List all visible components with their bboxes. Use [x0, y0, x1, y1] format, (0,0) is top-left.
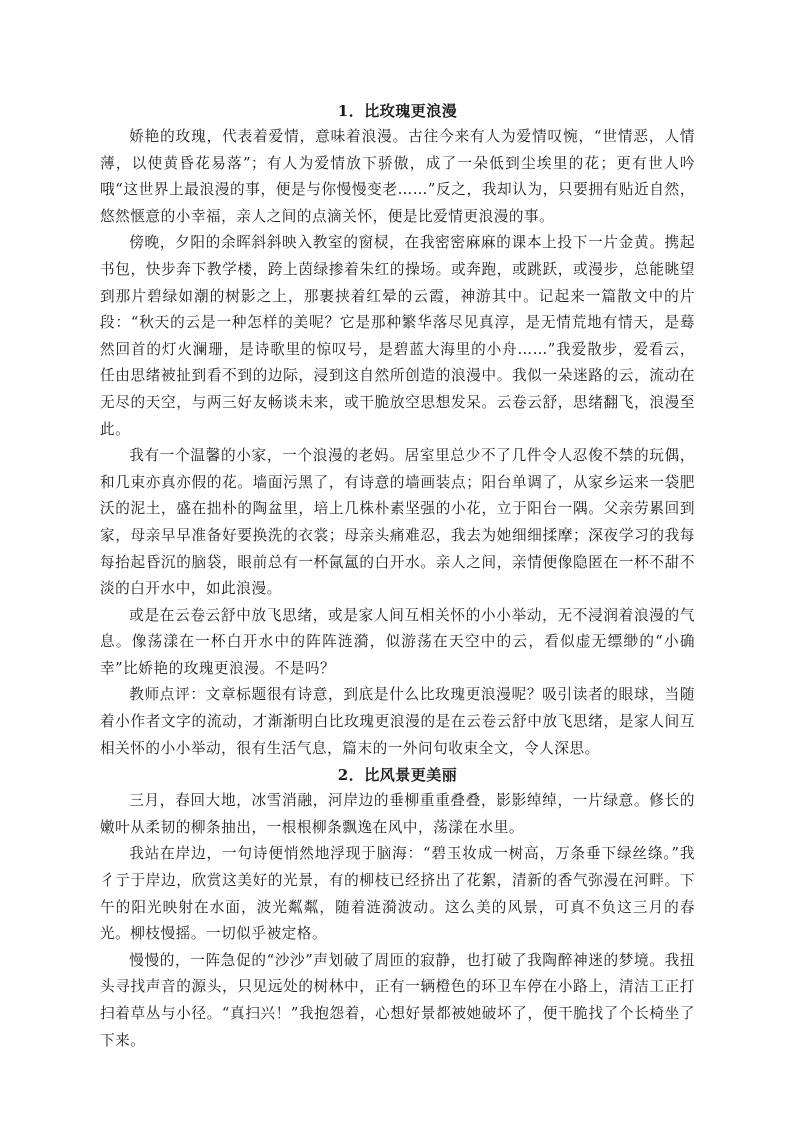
article-body — [100, 98, 695, 1054]
section-title-1: 1．比玫瑰更浪漫 — [337, 102, 458, 120]
paragraph: 慢慢的，一阵急促的“沙沙”声划破了周匝的寂静，也打破了我陶醉神迷的梦境。我扭头寻找声音的源头，只见远处的树林中，正有一辆橙色的环卫车停在小路上，清洁工正打扫着草丛与小径。“真扫兴！”我抱怨着，心想好景都被她破坏了，便干脆找了个长椅坐了下来。 — [100, 951, 695, 1049]
teacher-comment: 教师点评：文章标题很有诗意，到底是什么比玫瑰更浪漫呢？吸引读者的眼球，当随着小作者文字的流动，才渐渐明白比玫瑰更浪漫的是在云卷云舒中放飞思绪，是家人间互相关怀的小小举动，很有生活气息，篇末的一外问句收束全文，令人深思。 — [100, 686, 695, 757]
paragraph: 或是在云卷云舒中放飞思绪，或是家人间互相关怀的小小举动，无不浸润着浪漫的气息。像荡漾在一杯白开水中的阵阵涟漪，似游荡在天空中的云，看似虚无缥缈的“小确幸”比娇艳的玫瑰更浪漫。不是吗？ — [100, 606, 695, 677]
paragraph: 我有一个温馨的小家，一个浪漫的老妈。居室里总少不了几件令人忍俊不禁的玩偶，和几束亦真亦假的花。墙面污黑了，有诗意的墙画装点；阳台单调了，从家乡运来一袋肥沃的泥土，盛在拙朴的陶盆里，培上几株朴素坚强的小花，立于阳台一隅。父亲劳累回到家，母亲早早准备好要换洗的衣裳；母亲头痛难忍，我去为她细细揉摩；深夜学习的我每每抬起昏沉的脑袋，眼前总有一杯氤氲的白开水。亲人之间，亲情便像隐匿在一杯不甜不淡的白开水中，如此浪漫。 — [100, 447, 695, 598]
paragraph: 娇艳的玫瑰，代表着爱情，意味着浪漫。古往今来有人为爱情叹惋，“世情恶，人情薄，以使黄昏花易落”；有人为爱情放下骄傲，成了一朵低到尘埃里的花；更有世人吟哦“这世界上最浪漫的事，便是与你慢慢变老……”反之，我却认为，只要拥有贴近自然，悠然惬意的小幸福，亲人之间的点滴关怀，便是比爱情更浪漫的事。 — [100, 128, 695, 225]
paragraph: 我站在岸边，一句诗便悄然地浮现于脑海：“碧玉妆成一树高，万条垂下绿丝绦。”我彳亍于岸边，欣赏这美好的光景，有的柳枝已经挤出了花絮，清新的香气弥漫在河畔。下午的阳光映射在水面，波光粼粼，随着涟漪波动。这么美的风景，可真不负这三月的春光。柳枝慢摇。一切似乎被定格。 — [100, 845, 695, 943]
paragraph: 三月，春回大地，冰雪消融，河岸边的垂柳重重叠叠，影影绰绰，一片绿意。修长的嫩叶从柔韧的柳条抽出，一根根柳条飘逸在风中，荡漾在水里。 — [100, 792, 695, 836]
paragraph: 傍晚，夕阳的余晖斜斜映入教室的窗棂，在我密密麻麻的课本上投下一片金黄。携起书包，快步奔下教学楼，跨上茵绿掺着朱红的操场。或奔跑，或跳跃，或漫步，总能眺望到那片碧绿如潮的树影之上，那裹挟着红晕的云霞，神游其中。记起来一篇散文中的片段：“秋天的云是一种怎样的美呢？它是那种繁华落尽见真淳，是无情荒地有情天，是蓦然回首的灯火澜珊，是诗歌里的惊叹号，是碧蓝大海里的小舟……”我爱散步，爱看云，任由思绪被扯到看不到的边际，浸到这自然所创造的浪漫中。我似一朵迷路的云，流动在无尽的天空，与两三好友畅谈未来，或干脆放空思想发呆。云卷云舒，思绪翻飞，浪漫至此。 — [100, 234, 695, 438]
section-title-2: 2．比风景更美丽 — [337, 766, 458, 785]
